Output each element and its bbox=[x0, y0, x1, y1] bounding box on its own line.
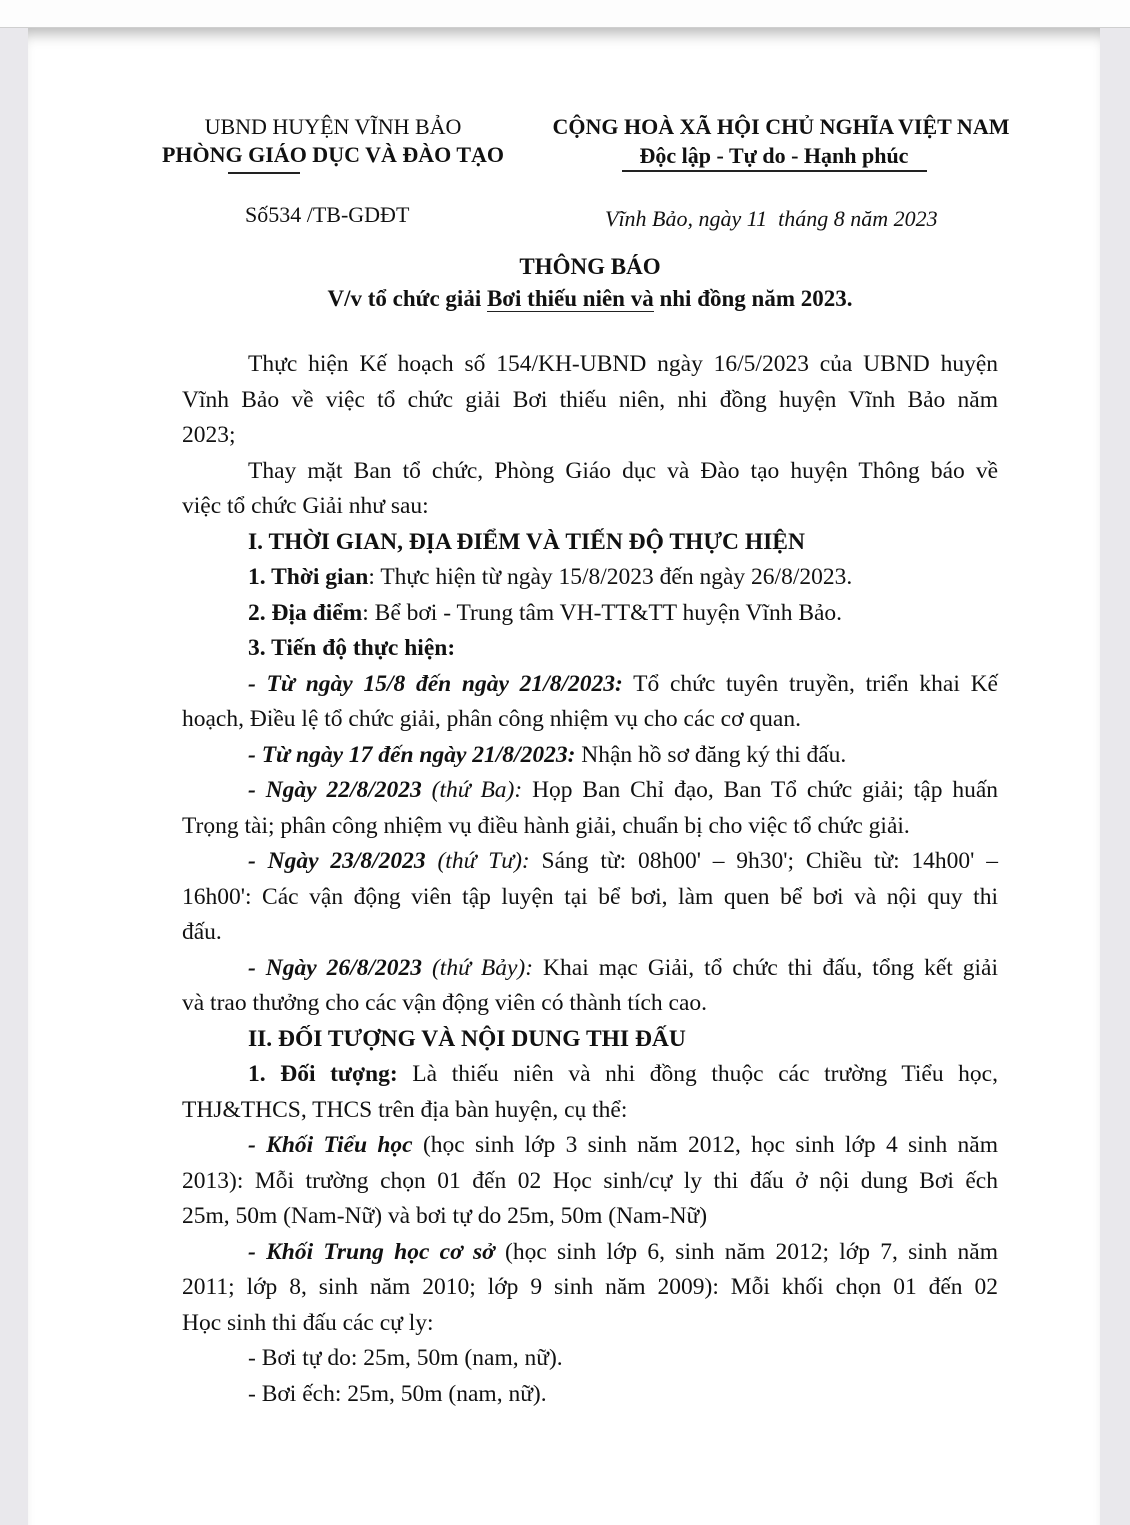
text-run: Thay mặt Ban tổ chức, Phòng Giáo dục và Đào tạo huyện Thông báo về bbox=[248, 457, 998, 484]
text-run: việc tổ chức Giải như sau: bbox=[182, 493, 429, 519]
body-line bbox=[182, 1235, 998, 1271]
text-run: Nhận hồ sơ đăng ký thi đấu. bbox=[575, 741, 847, 768]
body-line bbox=[182, 809, 998, 845]
issuer-department: PHÒNG GIÁO DỤC VÀ ĐÀO TẠO bbox=[161, 142, 505, 167]
issuer-authority: UBND HUYỆN VĨNH BẢO bbox=[204, 114, 462, 139]
body-line bbox=[182, 1306, 998, 1342]
viewer-top-bar bbox=[0, 0, 1130, 28]
motto-underline bbox=[622, 170, 927, 172]
text-run: - Bơi tự do: 25m, 50m (nam, nữ). bbox=[248, 1345, 563, 1371]
text-run: - Ngày 23/8/2023 bbox=[248, 848, 426, 874]
body-line bbox=[182, 418, 998, 454]
national-title: CỘNG HOÀ XÃ HỘI CHỦ NGHĨA VIỆT NAM bbox=[552, 114, 1010, 139]
body-line bbox=[182, 667, 998, 703]
text-run: 2011; lớp 8, sinh năm 2010; lớp 9 sinh năm 2009): Mỗi khối chọn 01 đến 02 bbox=[182, 1274, 998, 1300]
document-number: Số534 /TB-GDĐT bbox=[245, 202, 410, 227]
text-run: Vĩnh Bảo về việc tổ chức giải Bơi thiếu niên, nhi đồng huyện Vĩnh Bảo năm bbox=[182, 386, 998, 413]
text-run: (học sinh lớp 6, sinh năm 2012; lớp 7, sinh năm bbox=[494, 1238, 999, 1265]
text-run: Tổ chức tuyên truyền, triển khai Kế bbox=[622, 670, 998, 697]
text-run: (thứ Ba): bbox=[421, 777, 523, 803]
text-run: và trao thưởng cho các vận động viên có thành tích cao. bbox=[182, 990, 708, 1016]
body-line bbox=[182, 1164, 998, 1200]
text-run: : Bể bơi - Trung tâm VH-TT&TT huyện Vĩnh Bảo. bbox=[362, 599, 843, 626]
body-line bbox=[182, 738, 998, 774]
text-run: Học sinh thi đấu các cự ly: bbox=[182, 1309, 434, 1336]
subject-underlined: Bơi thiếu niên và bbox=[486, 286, 654, 311]
body-line bbox=[182, 489, 998, 525]
text-run: Họp Ban Chỉ đạo, Ban Tổ chức giải; tập huấn bbox=[522, 777, 998, 803]
national-motto: Độc lập - Tự do - Hạnh phúc bbox=[639, 143, 909, 168]
text-run: - Ngày 22/8/2023 bbox=[248, 777, 422, 803]
text-run: I. THỜI GIAN, ĐỊA ĐIỂM VÀ TIẾN ĐỘ THỰC HIỆN bbox=[248, 528, 805, 555]
body-line bbox=[182, 383, 998, 419]
subject-prefix: V/v tổ chức giải bbox=[327, 286, 487, 311]
body-line bbox=[182, 1093, 998, 1129]
text-run: Sáng từ: 08h00' – 9h30'; Chiều từ: 14h00' – bbox=[529, 848, 998, 874]
issuer-underline bbox=[228, 172, 300, 174]
text-run: 3. Tiến độ thực hiện: bbox=[248, 635, 456, 661]
text-run: - Bơi ếch: 25m, 50m (nam, nữ). bbox=[248, 1380, 547, 1407]
body-line bbox=[182, 631, 998, 667]
body-line bbox=[182, 1022, 998, 1058]
body-line bbox=[182, 1128, 998, 1164]
body-line bbox=[182, 560, 998, 596]
body-line bbox=[182, 525, 998, 561]
body-line bbox=[182, 1377, 998, 1413]
text-run: II. ĐỐI TƯỢNG VÀ NỘI DUNG THI ĐẤU bbox=[248, 1025, 686, 1052]
text-run: Thực hiện Kế hoạch số 154/KH-UBND ngày 16/5/2023 của UBND huyện bbox=[248, 351, 998, 377]
body-line bbox=[182, 880, 998, 916]
document-title: THÔNG BÁO bbox=[519, 254, 661, 279]
place-date: Vĩnh Bảo, ngày 11 tháng 8 năm 2023 bbox=[605, 206, 938, 231]
body-line bbox=[182, 951, 998, 987]
text-run: - Từ ngày 15/8 đến ngày 21/8/2023: bbox=[248, 670, 623, 697]
body-line bbox=[182, 454, 998, 490]
text-run: hoạch, Điều lệ tổ chức giải, phân công nhiệm vụ cho các cơ quan. bbox=[182, 706, 801, 732]
text-run: Trọng tài; phân công nhiệm vụ điều hành giải, chuẩn bị cho việc tổ chức giải. bbox=[182, 812, 910, 839]
body-line bbox=[182, 1341, 998, 1377]
body-line bbox=[182, 702, 998, 738]
body-line bbox=[182, 1270, 998, 1306]
body-line bbox=[182, 1199, 998, 1235]
text-run: 1. Đối tượng: bbox=[248, 1061, 398, 1087]
text-run: 16h00': Các vận động viên tập luyện tại bể bơi, làm quen bể bơi và nội quy thi bbox=[182, 883, 998, 910]
body-line bbox=[182, 915, 998, 951]
body-line bbox=[182, 773, 998, 809]
subject-suffix: nhi đồng năm 2023. bbox=[653, 286, 853, 311]
text-run: - Khối Tiểu học bbox=[248, 1132, 413, 1158]
text-run: - Ngày 26/8/2023 bbox=[248, 954, 422, 981]
text-run: 2023; bbox=[182, 422, 236, 448]
text-run: (học sinh lớp 3 sinh năm 2012, học sinh lớp 4 sinh năm bbox=[412, 1132, 998, 1158]
document-body bbox=[182, 347, 998, 1412]
text-run: - Từ ngày 17 đến ngày 21/8/2023: bbox=[248, 741, 576, 768]
text-run: 2013): Mỗi trường chọn 01 đến 02 Học sinh/cự ly thi đấu ở nội dung Bơi ếch bbox=[182, 1167, 998, 1194]
body-line bbox=[182, 844, 998, 880]
text-run: 1. Thời gian bbox=[248, 564, 369, 590]
text-run: Là thiếu niên và nhi đồng thuộc các trường Tiểu học, bbox=[397, 1061, 998, 1087]
text-run: 2. Địa điểm bbox=[248, 599, 363, 626]
text-run: - Khối Trung học cơ sở bbox=[248, 1238, 495, 1265]
text-run: : Thực hiện từ ngày 15/8/2023 đến ngày 26/8/2023. bbox=[368, 564, 853, 590]
body-line bbox=[182, 986, 998, 1022]
body-line bbox=[182, 596, 998, 632]
body-line bbox=[182, 347, 998, 383]
text-run: đấu. bbox=[182, 919, 222, 945]
text-run: (thứ Bảy): bbox=[422, 954, 534, 981]
text-run: THJ&THCS, THCS trên địa bàn huyện, cụ thể: bbox=[182, 1096, 628, 1123]
text-run: (thứ Tư): bbox=[425, 848, 530, 874]
body-line bbox=[182, 1057, 998, 1093]
text-run: 25m, 50m (Nam-Nữ) và bơi tự do 25m, 50m (Nam-Nữ) bbox=[182, 1203, 708, 1229]
document-subject bbox=[240, 286, 940, 312]
text-run: Khai mạc Giải, tổ chức thi đấu, tổng kết giải bbox=[533, 954, 998, 981]
